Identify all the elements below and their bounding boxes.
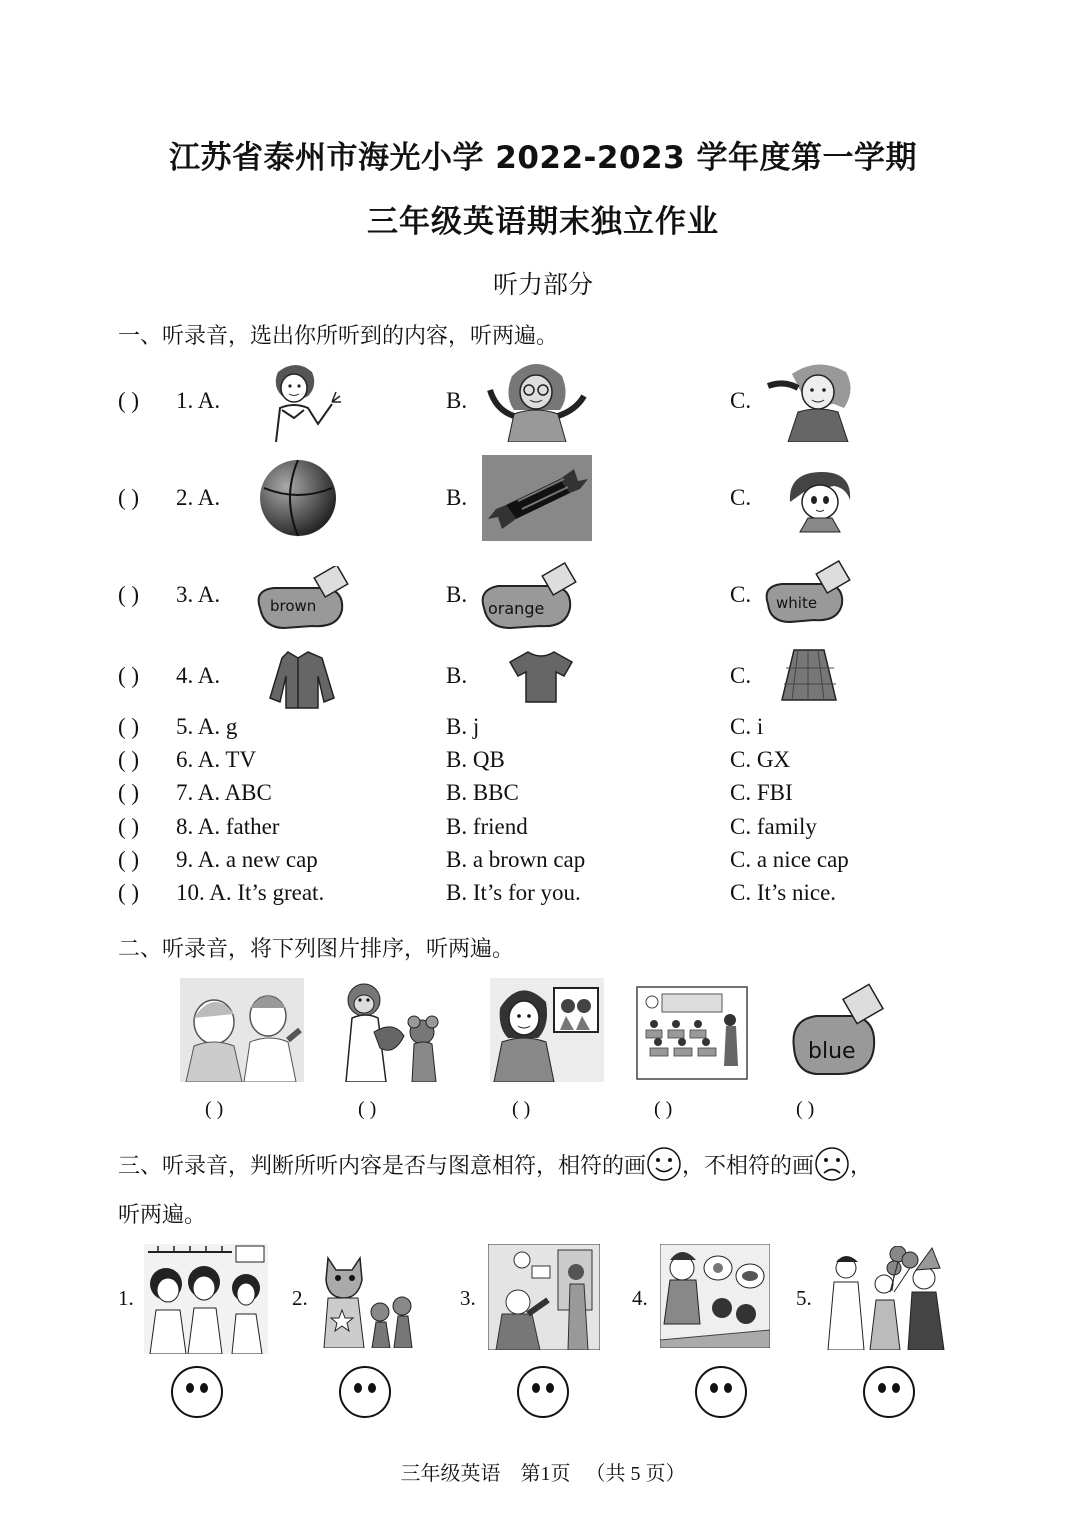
option-c: C. family <box>730 814 817 839</box>
question-row-10 <box>118 880 998 914</box>
sad-face-icon <box>814 1146 850 1188</box>
answer-blank[interactable]: ( ) <box>118 880 140 905</box>
option-a: 10. A. It’s great. <box>176 880 325 905</box>
picture-number: 4. <box>632 1286 648 1310</box>
blank-face-icon[interactable] <box>516 1365 570 1419</box>
option-a: 9. A. a new cap <box>176 847 318 872</box>
paint-tube-icon <box>762 560 856 630</box>
question-row-7 <box>118 780 998 814</box>
answer-blank[interactable]: ( ) <box>118 485 140 510</box>
page-footer: 三年级英语 第1页 （共 5 页） <box>400 1463 686 1485</box>
section-1-instruction: 一、听录音，选出你所听到的内容，听两遍。 <box>118 324 559 349</box>
section-3-text-c: ， <box>850 1154 873 1179</box>
blank-face-icon[interactable] <box>694 1365 748 1419</box>
skirt-icon <box>778 646 838 704</box>
option-c: C. FBI <box>730 780 793 805</box>
girl-glasses-waving-icon <box>478 358 596 442</box>
option-a-label: 1. A. <box>176 388 221 413</box>
paint-tube-icon <box>790 982 892 1080</box>
section-3-text-b: ，不相符的画 <box>682 1154 815 1179</box>
part-title: 听力部分 <box>492 270 593 299</box>
cat-and-mice-icon <box>318 1248 418 1348</box>
answer-blank[interactable]: ( ) <box>118 814 140 839</box>
option-a: 5. A. g <box>176 714 238 739</box>
jacket-icon <box>266 648 338 710</box>
boys-talking-icon <box>180 978 304 1082</box>
paint-label: white <box>776 594 818 612</box>
ball-icon <box>258 458 338 538</box>
blank-face-icon[interactable] <box>338 1365 392 1419</box>
section-2-instruction: 二、听录音，将下列图片排序，听两遍。 <box>118 937 515 962</box>
paper-subtitle: 三年级英语期末独立作业 <box>367 204 719 240</box>
option-b-label: B. <box>446 582 468 607</box>
paint-tube-icon <box>478 562 584 632</box>
paint-label: blue <box>808 1039 856 1064</box>
birthday-party-icon <box>824 1246 954 1350</box>
option-a: 7. A. ABC <box>176 780 272 805</box>
order-blank[interactable]: ( ) <box>358 1098 377 1120</box>
girl-with-photo-icon <box>490 978 604 1082</box>
option-c: C. GX <box>730 747 791 772</box>
option-b: B. BBC <box>446 780 519 805</box>
answer-blank[interactable]: ( ) <box>118 582 140 607</box>
blank-face-icon[interactable] <box>862 1365 916 1419</box>
section-3-instruction-line2: 听两遍。 <box>118 1203 207 1228</box>
answer-blank[interactable]: ( ) <box>118 847 140 872</box>
option-b: B. friend <box>446 814 528 839</box>
option-c-label: C. <box>730 388 752 413</box>
section-3-instruction <box>118 1146 872 1188</box>
three-girls-icon <box>144 1244 268 1354</box>
family-dinner-icon <box>660 1244 770 1348</box>
question-row-9 <box>118 847 998 881</box>
answer-blank[interactable]: ( ) <box>118 780 140 805</box>
question-row-8 <box>118 814 998 848</box>
option-a-label: 2. A. <box>176 485 221 510</box>
paint-label: orange <box>488 599 545 618</box>
picture-number: 2. <box>292 1286 308 1310</box>
section-3-text-a: 三、听录音，判断所听内容是否与图意相符，相符的画 <box>118 1154 647 1179</box>
doll-icon <box>782 468 854 534</box>
classroom-icon <box>636 986 748 1080</box>
option-b-label: B. <box>446 663 468 688</box>
option-a-label: 4. A. <box>176 663 221 688</box>
paper-title: 江苏省泰州市海光小学 2022-2023 学年度第一学期 <box>168 140 917 176</box>
option-a: 6. A. TV <box>176 747 257 772</box>
option-b: B. a brown cap <box>446 847 586 872</box>
answer-blank[interactable]: ( ) <box>118 663 140 688</box>
option-c: C. It’s nice. <box>730 880 837 905</box>
option-c: C. i <box>730 714 764 739</box>
order-blank[interactable]: ( ) <box>796 1098 815 1120</box>
paint-label: brown <box>270 597 317 615</box>
order-blank[interactable]: ( ) <box>205 1098 224 1120</box>
option-b-label: B. <box>446 485 468 510</box>
order-blank[interactable]: ( ) <box>512 1098 531 1120</box>
candy-icon <box>482 455 592 541</box>
option-a-label: 3. A. <box>176 582 221 607</box>
monkey-and-mouse-icon <box>334 980 450 1082</box>
order-blank[interactable]: ( ) <box>654 1098 673 1120</box>
picture-number: 1. <box>118 1286 134 1310</box>
answer-blank[interactable]: ( ) <box>118 388 140 413</box>
girl-saluting-icon <box>766 360 860 442</box>
question-row-6 <box>118 747 998 781</box>
option-c-label: C. <box>730 485 752 510</box>
option-b: B. It’s for you. <box>446 880 581 905</box>
smiley-face-icon <box>646 1146 682 1188</box>
picture-number: 5. <box>796 1286 812 1310</box>
answer-blank[interactable]: ( ) <box>118 714 140 739</box>
blank-face-icon[interactable] <box>170 1365 224 1419</box>
option-b-label: B. <box>446 388 468 413</box>
picture-number: 3. <box>460 1286 476 1310</box>
t-shirt-icon <box>508 648 574 704</box>
paint-tube-icon <box>252 566 356 632</box>
option-c-label: C. <box>730 663 752 688</box>
question-row-5 <box>118 714 998 748</box>
option-c-label: C. <box>730 582 752 607</box>
option-b: B. j <box>446 714 480 739</box>
option-a: 8. A. father <box>176 814 280 839</box>
girl-waving-icon <box>248 362 344 442</box>
option-c: C. a nice cap <box>730 847 849 872</box>
boy-waking-up-icon <box>488 1244 600 1350</box>
option-b: B. QB <box>446 747 505 772</box>
answer-blank[interactable]: ( ) <box>118 747 140 772</box>
